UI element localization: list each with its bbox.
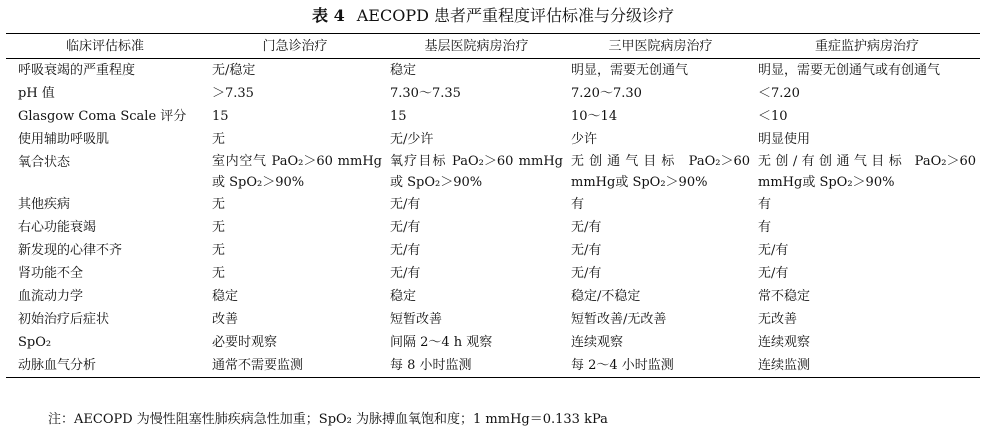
row-label: 初始治疗后症状 bbox=[18, 312, 110, 327]
row-label: pH 值 bbox=[18, 86, 55, 101]
table-cell: 无/有 bbox=[390, 220, 421, 235]
table-cell: 无/有 bbox=[571, 220, 602, 235]
table-row bbox=[6, 239, 980, 262]
table-cell: 稳定/不稳定 bbox=[571, 289, 641, 304]
table-cell: 短暂改善 bbox=[390, 312, 443, 327]
table-cell: 间隔 2～4 h 观察 bbox=[390, 335, 493, 350]
table-title bbox=[0, 6, 986, 26]
row-label: 氧合状态 bbox=[18, 155, 71, 170]
table-cell: 无/有 bbox=[571, 243, 602, 258]
table-cell: 明显，需要无创通气 bbox=[571, 63, 689, 78]
row-label: SpO₂ bbox=[18, 335, 52, 350]
table-cell: 无创通气目标 PaO₂＞60 mmHg或 SpO₂＞90% bbox=[571, 154, 750, 190]
header-cell: 重症监护病房治疗 bbox=[814, 38, 919, 54]
table-cell: 连续监测 bbox=[758, 358, 811, 373]
table-number: 表 4 bbox=[312, 6, 345, 25]
table-cell: 无/有 bbox=[390, 197, 421, 212]
table-cell: 稳定 bbox=[212, 289, 239, 304]
row-label: 动脉血气分析 bbox=[18, 358, 97, 373]
table-cell: ＜10 bbox=[758, 109, 788, 124]
table-row bbox=[6, 128, 980, 151]
table-cell: ＞7.35 bbox=[212, 86, 254, 101]
table-cell: 无 bbox=[212, 266, 226, 281]
table-row bbox=[6, 354, 980, 378]
table-cell: 每 2～4 小时监测 bbox=[571, 358, 674, 373]
table-cell: 15 bbox=[390, 109, 407, 124]
table-cell: 无/有 bbox=[758, 266, 789, 281]
table-cell: 无/有 bbox=[390, 243, 421, 258]
row-label: 呼吸衰竭的严重程度 bbox=[18, 63, 136, 78]
table-cell: 无/有 bbox=[571, 266, 602, 281]
table-row bbox=[6, 151, 980, 193]
table-cell: 有 bbox=[758, 197, 772, 212]
table-caption: AECOPD 患者严重程度评估标准与分级诊疗 bbox=[356, 6, 674, 25]
header-cell: 门急诊治疗 bbox=[262, 38, 328, 54]
table-cell: 稳定 bbox=[390, 289, 417, 304]
table-cell: 常不稳定 bbox=[758, 289, 811, 304]
row-label: 其他疾病 bbox=[18, 197, 71, 212]
table-cell: 无/稳定 bbox=[212, 63, 256, 78]
table-cell: 15 bbox=[212, 109, 229, 124]
table-cell: 短暂改善/无改善 bbox=[571, 312, 667, 327]
table-cell: 明显，需要无创通气或有创通气 bbox=[758, 63, 941, 78]
table-row bbox=[6, 216, 980, 239]
table-cell: 少许 bbox=[571, 132, 598, 147]
header-row bbox=[6, 34, 980, 59]
table-cell: 氧疗目标 PaO₂＞60 mmHg 或 SpO₂＞90% bbox=[390, 154, 563, 190]
header-cell: 基层医院病房治疗 bbox=[424, 38, 529, 54]
row-label: Glasgow Coma Scale 评分 bbox=[18, 109, 187, 124]
table-row bbox=[6, 105, 980, 128]
header-cell: 三甲医院病房治疗 bbox=[608, 38, 713, 54]
table-cell: 无 bbox=[212, 243, 226, 258]
table-cell: 有 bbox=[758, 220, 772, 235]
row-label: 使用辅助呼吸肌 bbox=[18, 132, 110, 147]
table-cell: 7.30～7.35 bbox=[390, 86, 461, 101]
table-cell: ＜7.20 bbox=[758, 86, 800, 101]
table-cell: 每 8 小时监测 bbox=[390, 358, 472, 373]
table-cell: 通常不需要监测 bbox=[212, 358, 304, 373]
table-cell: 必要时观察 bbox=[212, 335, 278, 350]
table-cell: 7.20～7.30 bbox=[571, 86, 642, 101]
table-row bbox=[6, 285, 980, 308]
table-cell: 连续观察 bbox=[571, 335, 624, 350]
table-cell: 无创/有创通气目标 PaO₂＞60 mmHg或 SpO₂＞90% bbox=[758, 154, 976, 190]
table-cell: 10～14 bbox=[571, 109, 618, 124]
table-cell: 无/有 bbox=[390, 266, 421, 281]
table-cell: 无 bbox=[212, 220, 226, 235]
row-label: 右心功能衰竭 bbox=[18, 220, 97, 235]
table-row bbox=[6, 308, 980, 331]
table-row bbox=[6, 82, 980, 105]
table-cell: 室内空气 PaO₂＞60 mmHg 或 SpO₂＞90% bbox=[212, 154, 382, 190]
table-row bbox=[6, 193, 980, 216]
table-cell: 连续观察 bbox=[758, 335, 811, 350]
row-label: 新发现的心律不齐 bbox=[18, 243, 123, 258]
table-cell: 无/少许 bbox=[390, 132, 434, 147]
table-cell: 无改善 bbox=[758, 312, 798, 327]
table-row bbox=[6, 262, 980, 285]
row-label: 血流动力学 bbox=[18, 289, 84, 304]
table-row bbox=[6, 331, 980, 354]
severity-table bbox=[6, 33, 980, 378]
table-row bbox=[6, 59, 980, 83]
table-cell: 无/有 bbox=[758, 243, 789, 258]
table-cell: 明显使用 bbox=[758, 132, 811, 147]
row-label: 肾功能不全 bbox=[18, 266, 84, 281]
table-cell: 无 bbox=[212, 132, 226, 147]
table-cell: 改善 bbox=[212, 312, 239, 327]
table-footnote: 注：AECOPD 为慢性阻塞性肺疾病急性加重；SpO₂ 为脉搏血氧饱和度；1 mmHg＝0.133 kPa bbox=[48, 412, 608, 427]
header-cell: 临床评估标准 bbox=[65, 38, 144, 54]
table-cell: 有 bbox=[571, 197, 585, 212]
table-cell: 无 bbox=[212, 197, 226, 212]
table-cell: 稳定 bbox=[390, 63, 417, 78]
